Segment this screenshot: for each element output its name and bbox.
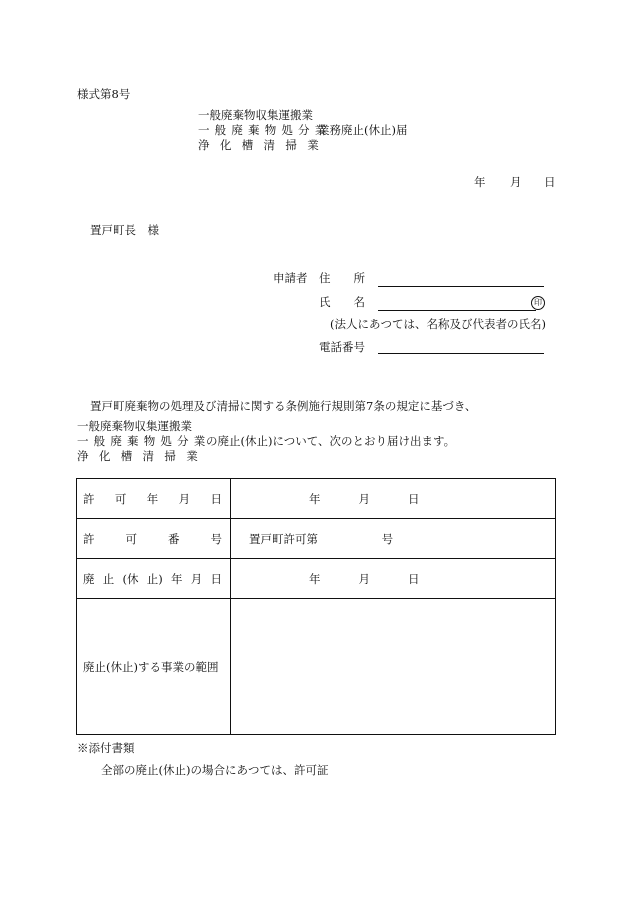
address-label: 住 所 [319, 271, 365, 285]
row-label-permit-date: 許 可 年 月 日 [77, 479, 231, 519]
title-line-3: 浄化槽清掃業 [198, 138, 330, 152]
permit-date-day: 日 [408, 491, 420, 506]
seal-mark: 印 [531, 296, 545, 310]
title-line-1: 一般廃棄物収集運搬業 [198, 108, 313, 122]
title-line-2: 一般廃棄物処分業 [198, 123, 332, 137]
date-month: 月 [510, 175, 522, 189]
table-row [77, 479, 556, 519]
name-field[interactable] [378, 310, 536, 311]
table-row [77, 559, 556, 599]
title-suffix: 業務廃止(休止)届 [318, 123, 408, 137]
scope-value[interactable] [231, 599, 556, 735]
form-number: 様式第8号 [77, 87, 131, 101]
corporate-note: (法人にあつては、名称及び代表者の氏名) [330, 317, 546, 331]
row-label-abolish-date: 廃 止 (休 止) 年 月 日 [77, 559, 231, 599]
table-row [77, 519, 556, 559]
permit-number-prefix: 置戸町許可第 [249, 531, 318, 546]
abolish-date-month: 月 [358, 571, 370, 586]
address-field[interactable] [378, 286, 544, 287]
addressee: 置戸町長 様 [90, 223, 159, 237]
phone-field[interactable] [378, 353, 544, 354]
date-day: 日 [544, 175, 556, 189]
name-label: 氏 名 [319, 295, 365, 309]
phone-label: 電話番号 [319, 340, 365, 354]
permit-number-value[interactable] [231, 519, 556, 559]
permit-date-value[interactable] [231, 479, 556, 519]
permit-date-month: 月 [358, 491, 370, 506]
abolish-date-value[interactable] [231, 559, 556, 599]
body-business-3: 浄化槽清掃業 [77, 449, 209, 463]
abolish-date-day: 日 [408, 571, 420, 586]
body-business-1: 一般廃棄物収集運搬業 [77, 419, 192, 433]
attachments-heading: ※添付書類 [77, 741, 135, 755]
permit-date-year: 年 [309, 491, 321, 506]
notification-table [76, 478, 556, 735]
date-year: 年 [474, 175, 486, 189]
body-continuation: の廃止(休止)について、次のとおり届け出ます。 [206, 434, 456, 448]
table-row [77, 599, 556, 735]
permit-number-suffix: 号 [381, 531, 394, 546]
row-label-scope: 廃止(休止)する事業の範囲 [77, 599, 231, 735]
abolish-date-year: 年 [309, 571, 321, 586]
row-label-permit-number: 許 可 番 号 [77, 519, 231, 559]
body-business-2: 一般廃棄物処分業 [77, 434, 211, 448]
applicant-label: 申請者 [273, 271, 308, 285]
attachments-item: 全部の廃止(休止)の場合にあつては、許可証 [101, 763, 329, 777]
body-intro: 置戸町廃棄物の処理及び清掃に関する条例施行規則第7条の規定に基づき、 [90, 399, 477, 413]
